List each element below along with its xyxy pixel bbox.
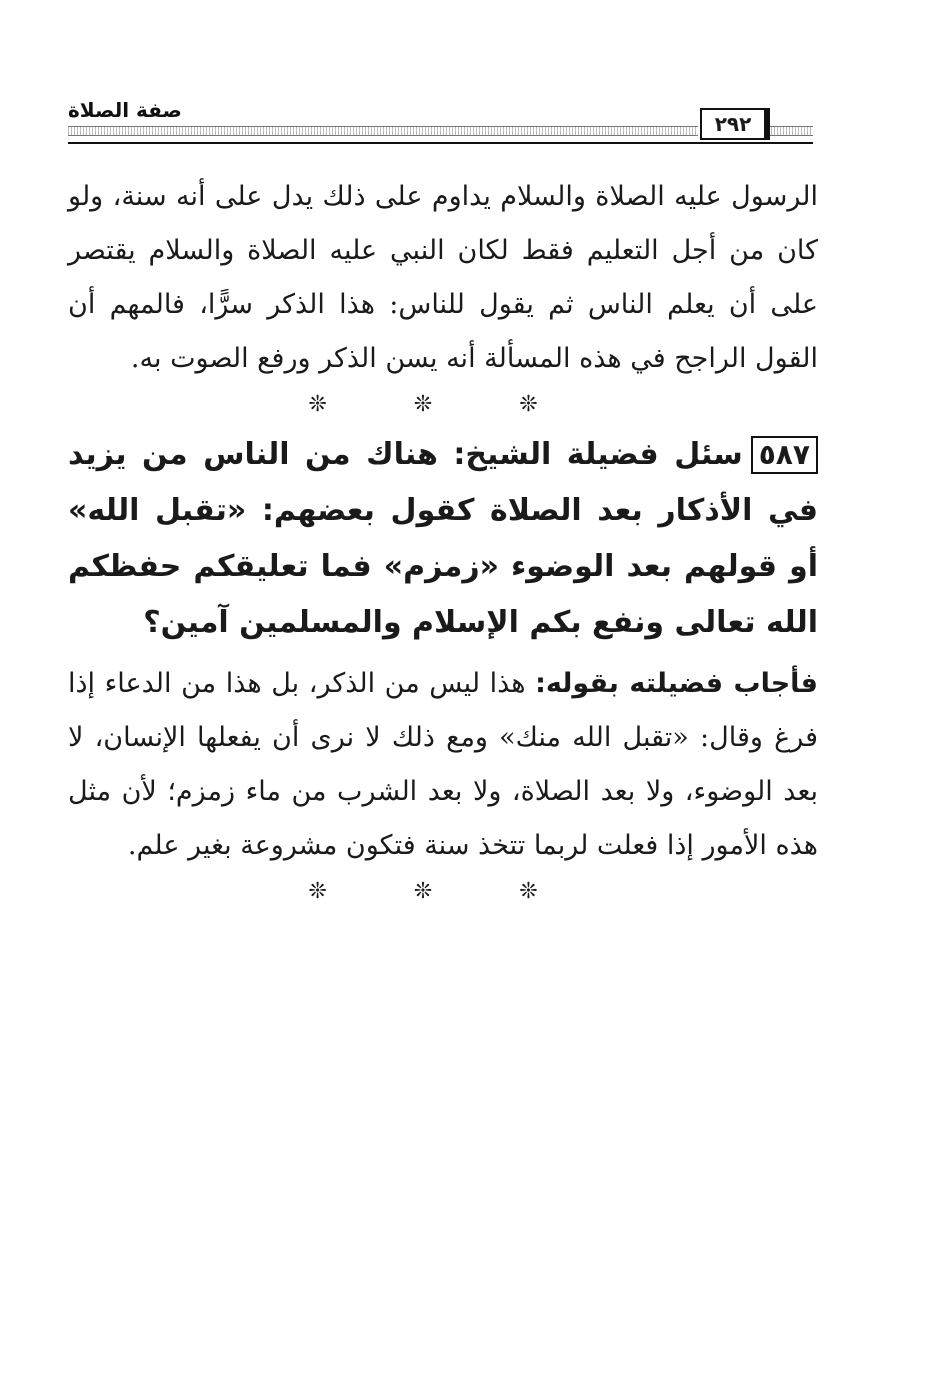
running-title: صفة الصلاة <box>68 98 182 122</box>
page-header <box>68 92 813 144</box>
question-number: ٥٨٧ <box>751 436 818 474</box>
header-dotted-rule-left <box>68 126 698 136</box>
answer-lead: فأجاب فضيلته بقوله: <box>535 668 818 699</box>
page-number: ٢٩٢ <box>700 108 770 140</box>
intro-paragraph: الرسول عليه الصلاة والسلام يداوم على ذلك يدل على أنه سنة، ولو كان من أجل التعليم فقط لكان النبي عليه الصلاة والسلام يقتصر على أن يعلم الناس ثم يقول للناس: هذا الذكر سرًّا، فالمهم أن القول الراجح في هذه المسألة أنه يسن الذكر ورفع الصوت به. <box>68 181 818 374</box>
answer-block <box>68 657 818 873</box>
header-rule <box>68 142 813 144</box>
question-block <box>68 427 818 651</box>
section-separator: ❊ ❊ ❊ <box>308 392 578 417</box>
header-dotted-rule-right <box>768 126 813 136</box>
question-text: سئل فضيلة الشيخ: هناك من الناس من يزيد في الأذكار بعد الصلاة كقول بعضهم: «تقبل الله» أو قولهم بعد الوضوء «زمزم» فما تعليقكم حفظكم الله تعالى ونفع بكم الإسلام والمسلمين آمين؟ <box>68 437 818 640</box>
end-separator: ❊ ❊ ❊ <box>308 879 578 904</box>
answer-text: هذا ليس من الذكر، بل هذا من الدعاء إذا فرغ وقال: «تقبل الله منك» ومع ذلك لا نرى أن يفعلها الإنسان، لا بعد الوضوء، ولا بعد الصلاة، ولا بعد الشرب من ماء زمزم؛ لأن مثل هذه الأمور إذا فعلت لربما تتخذ سنة فتكون مشروعة بغير علم. <box>68 668 818 861</box>
page-body <box>68 170 818 914</box>
